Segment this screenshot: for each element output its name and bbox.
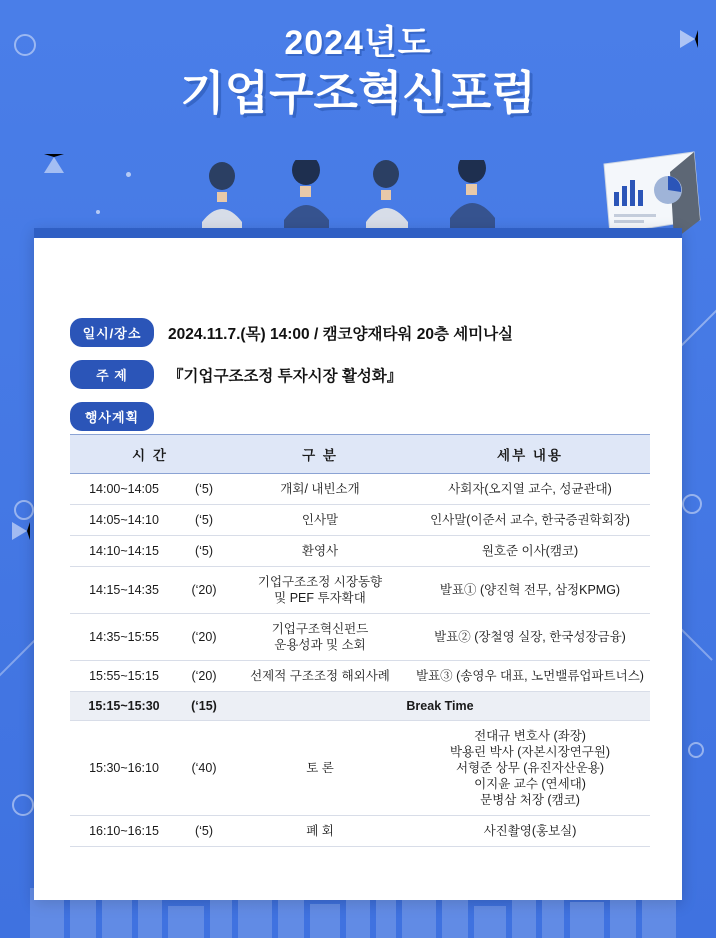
cell-duration: (‘5) xyxy=(178,474,230,505)
table-row xyxy=(70,692,650,721)
cell-duration: (‘15) xyxy=(178,692,230,721)
cell-detail: 발표② (장철영 실장, 한국성장금융) xyxy=(410,614,650,661)
cell-detail: 발표① (양진혁 전무, 삼정KPMG) xyxy=(410,567,650,614)
cell-duration: (‘5) xyxy=(178,816,230,847)
poster-year: 2024년도 xyxy=(284,24,432,62)
info-value-theme: 『기업구조조정 투자시장 활성화』 xyxy=(168,367,403,385)
cell-section: 개회/ 내빈소개 xyxy=(230,474,410,505)
decor-circle xyxy=(688,742,704,758)
cell-duration: (‘5) xyxy=(178,505,230,536)
decor-line xyxy=(0,639,36,683)
decor-triangle xyxy=(12,522,30,540)
table-row xyxy=(70,567,650,614)
cell-time: 14:10~14:15 xyxy=(70,536,178,567)
decor-circle xyxy=(12,794,34,816)
card-top-bar xyxy=(34,228,682,238)
cell-detail: 원호준 이사(캠코) xyxy=(410,536,650,567)
cell-time: 14:15~14:35 xyxy=(70,567,178,614)
cell-duration: (‘20) xyxy=(178,614,230,661)
info-block xyxy=(70,318,650,444)
table-row xyxy=(70,614,650,661)
cell-detail: 전대규 변호사 (좌장) 박용린 박사 (자본시장연구원) 서형준 상무 (유진자산운용) 이지윤 교수 (연세대) 문병삼 처장 (캠코) xyxy=(410,721,650,816)
cell-section: 환영사 xyxy=(230,536,410,567)
info-row-theme xyxy=(70,360,650,389)
table-header-row xyxy=(70,435,650,474)
cell-section: 기업구조혁신펀드 운용성과 및 소회 xyxy=(230,614,410,661)
cell-section: 폐 회 xyxy=(230,816,410,847)
cell-duration: (‘20) xyxy=(178,661,230,692)
info-value-datetime: 2024.11.7.(목) 14:00 / 캠코양재타워 20층 세미나실 xyxy=(168,325,514,343)
cell-section: 기업구조조정 시장동향 및 PEF 투자확대 xyxy=(230,567,410,614)
cell-time: 15:55~15:15 xyxy=(70,661,178,692)
cell-duration: (‘40) xyxy=(178,721,230,816)
cell-time: 16:10~16:15 xyxy=(70,816,178,847)
decor-circle xyxy=(682,494,702,514)
col-header-time: 시 간 xyxy=(70,435,230,474)
table-row xyxy=(70,661,650,692)
cell-time: 14:00~14:05 xyxy=(70,474,178,505)
table-row xyxy=(70,474,650,505)
cell-section: 선제적 구조조정 해외사례 xyxy=(230,661,410,692)
col-header-detail: 세부 내용 xyxy=(410,435,650,474)
cell-duration: (‘5) xyxy=(178,536,230,567)
cell-detail: 인사말(이준서 교수, 한국증권학회장) xyxy=(410,505,650,536)
col-header-section: 구 분 xyxy=(230,435,410,474)
info-row-plan xyxy=(70,402,650,431)
cell-duration: (‘20) xyxy=(178,567,230,614)
cell-detail: 사진촬영(홍보실) xyxy=(410,816,650,847)
table-row xyxy=(70,816,650,847)
cell-time: 15:30~16:10 xyxy=(70,721,178,816)
cell-time: 14:05~14:10 xyxy=(70,505,178,536)
table-row xyxy=(70,721,650,816)
poster-title-block xyxy=(0,22,716,122)
cell-detail: 사회자(오지열 교수, 성균관대) xyxy=(410,474,650,505)
agenda-table xyxy=(70,434,650,847)
info-row-datetime xyxy=(70,318,650,347)
cell-time: 14:35~15:55 xyxy=(70,614,178,661)
info-tag-theme: 주 제 xyxy=(70,360,154,389)
cell-section: 인사말 xyxy=(230,505,410,536)
info-tag-plan: 행사계획 xyxy=(70,402,154,431)
cell-section: 토 론 xyxy=(230,721,410,816)
cell-section: Break Time xyxy=(230,692,650,721)
table-row xyxy=(70,536,650,567)
poster-title: 기업구조혁신포럼 xyxy=(180,67,536,119)
skyline-decoration xyxy=(0,848,716,938)
cell-detail: 발표③ (송영우 대표, 노먼밸류업파트너스) xyxy=(410,661,650,692)
info-tag-datetime: 일시/장소 xyxy=(70,318,154,347)
cell-time: 15:15~15:30 xyxy=(70,692,178,721)
decor-circle xyxy=(14,500,34,520)
table-row xyxy=(70,505,650,536)
